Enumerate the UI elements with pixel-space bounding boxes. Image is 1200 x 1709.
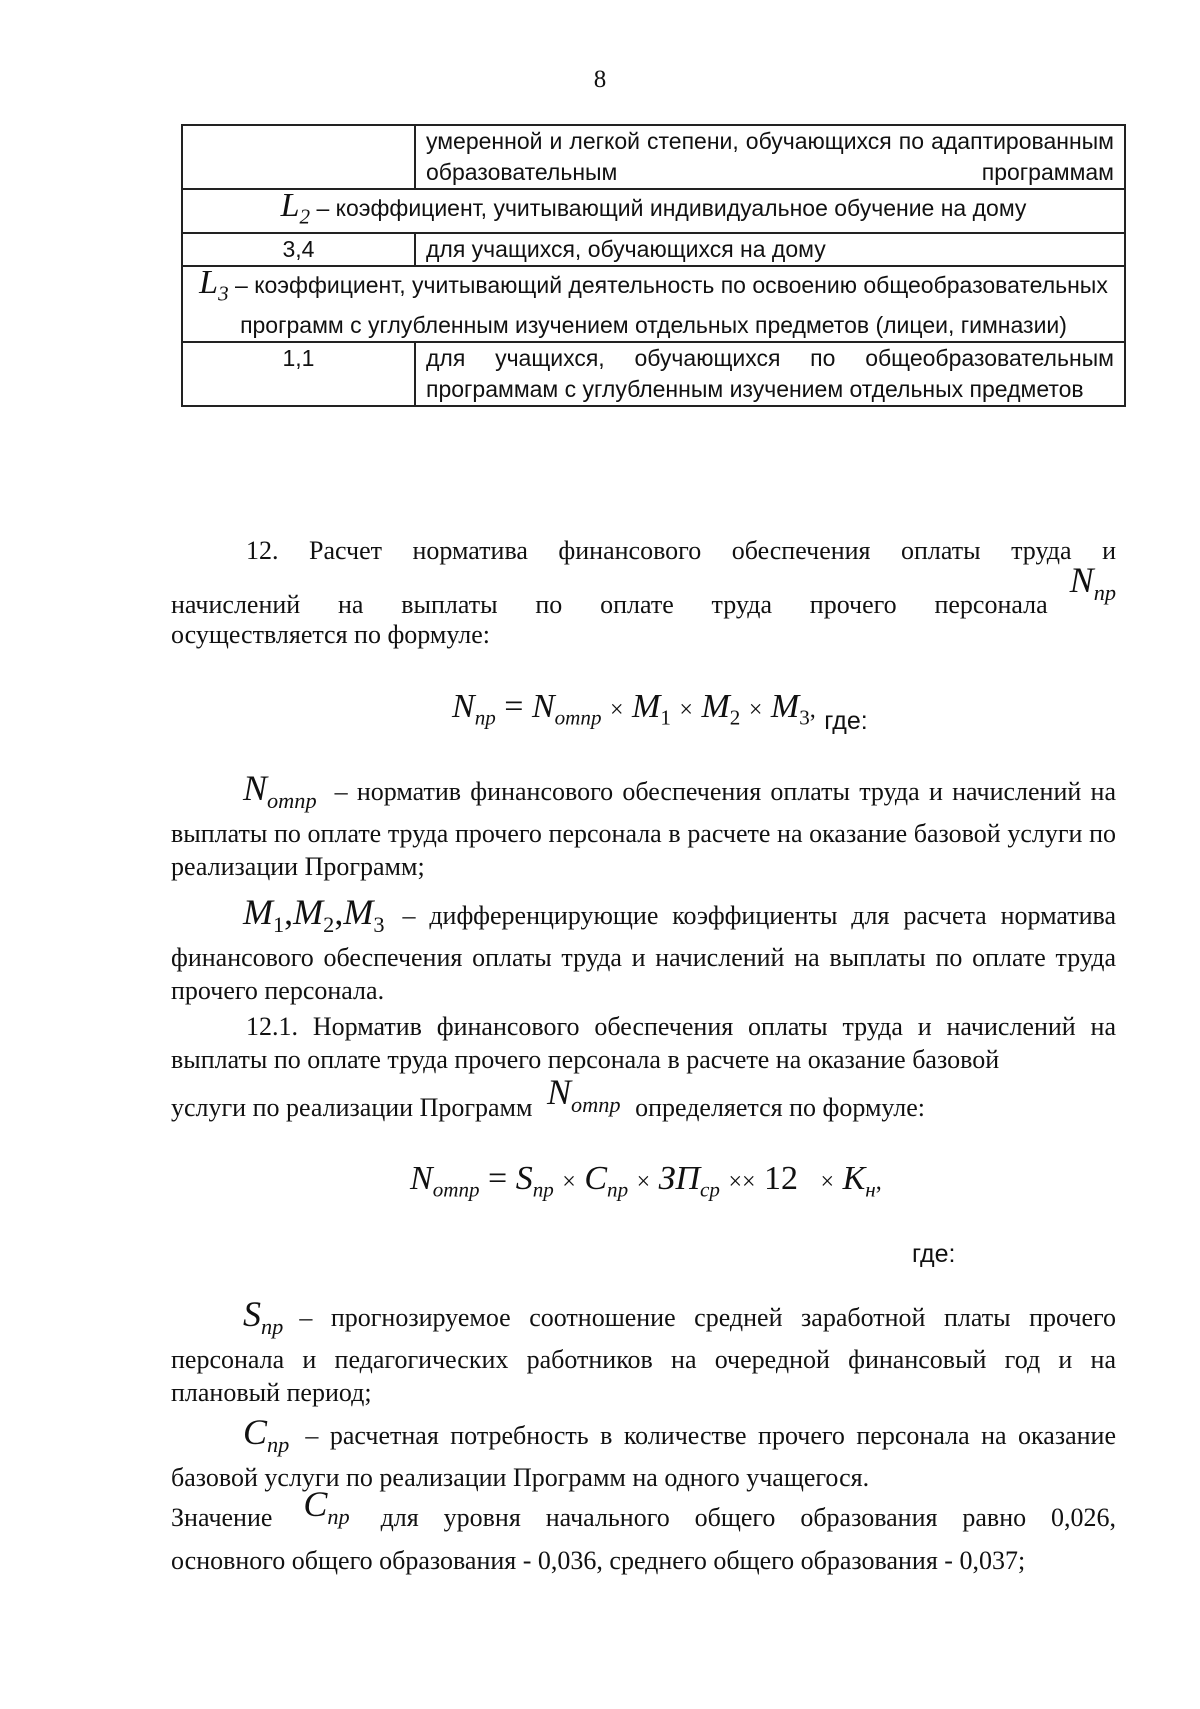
- m-def-text: – дифференцирующие коэффициенты для расчета норматива финансового обеспечения оплаты труда и начислений на выплаты по оплате труда прочего персонала.: [171, 901, 1116, 1005]
- gde-label: где:: [824, 707, 868, 735]
- section12-line3: осуществляется по формуле:: [171, 620, 490, 649]
- table-cell-desc: для учащихся, обучающихся по общеобразовательным программам с углубленным изучением отдельных предметов: [415, 342, 1125, 406]
- notmp-def-text: – норматив финансового обеспечения оплаты труда и начислений на выплаты по оплате труда прочего персонала в расчете на оказание базовой услуги по реализации Программ;: [171, 777, 1116, 881]
- l3-symbol: $L_3$: [199, 264, 229, 306]
- l3-header-cell: [182, 266, 1125, 341]
- notmp-definition: [171, 768, 1116, 883]
- l3-header-text: – коэффициент, учитывающий деятельность по освоению общеобразовательных программ с углубленным изучением отдельных предметов (лицеи, гимназии): [235, 272, 1108, 338]
- l2-symbol: $L_2$: [280, 187, 311, 229]
- table-cell-desc: для учащихся, обучающихся на дому: [415, 233, 1125, 266]
- table-row: [182, 125, 1125, 189]
- formula-n-np: $N_{пр} = N_{отпр} \times M_1 \times M_2 \times M_3$, $_{где:}$: [452, 688, 868, 735]
- section121-line2: услуги по реализации Программ $N_{отпр}$ определяется по формуле:: [171, 1072, 926, 1122]
- s-np-symbol: $S_{пр}$: [243, 1294, 284, 1339]
- table-row: [182, 342, 1125, 406]
- cnp-def-text: – расчетная потребность в количестве прочего персонала на оказание базовой услуги по реализации Программ на одного учащегося.: [171, 1421, 1116, 1492]
- table-cell-value: 3,4: [182, 233, 415, 266]
- snp-def-text: – прогнозируемое соотношение средней заработной платы прочего персонала и педагогических работников на очередной финансовый год и на плановый период;: [171, 1303, 1116, 1407]
- m-definition: [171, 892, 1116, 1007]
- value-line: Значение $C_{пр}$ для уровня начального общего образования равно 0,026,: [171, 1484, 1117, 1532]
- n-otmp-inline: $N_{отпр}$: [546, 1072, 621, 1117]
- section121-text: 12.1. Норматив финансового обеспечения оплаты труда и начислений на выплаты по оплате труда прочего персонала в расчете на оказание базовой: [171, 1012, 1116, 1074]
- n-otmp-symbol: $N_{отпр}$: [243, 768, 317, 813]
- m-symbols: $M_1,M_2,M_3$: [243, 892, 385, 937]
- coefficient-table: [181, 124, 1126, 407]
- page-number: 8: [593, 66, 607, 93]
- table-cell-empty: [182, 125, 415, 189]
- table-row-header-l3: [182, 266, 1125, 341]
- formula-n-otmp: $N_{отпр} = S_{пр} \times C_{пр} \times ЗП_{ср} \times\times 12 \times K_н$,: [410, 1160, 882, 1202]
- section12-line2: [171, 560, 1116, 621]
- table-row-header-l2: [182, 189, 1125, 233]
- cnp-definition: [171, 1412, 1116, 1494]
- snp-definition: [171, 1294, 1116, 1409]
- gde-label-2: где:: [912, 1240, 956, 1268]
- c-np-symbol: $C_{пр}$: [243, 1412, 290, 1457]
- l2-header-cell: [182, 189, 1125, 233]
- section12-line2-text: начислений на выплаты по оплате труда прочего персонала: [171, 589, 1048, 619]
- last-line: основного общего образования - 0,036, среднего общего образования - 0,037;: [171, 1546, 1026, 1575]
- l2-header-text: – коэффициент, учитывающий индивидуальное обучение на дому: [316, 195, 1027, 221]
- table-cell-value: 1,1: [182, 342, 415, 406]
- n-np-symbol: $N_{пр}$: [1069, 560, 1116, 605]
- c-np-inline: $C_{пр}$: [303, 1484, 350, 1529]
- section12-line1: 12. Расчет норматива финансового обеспечения оплаты труда и: [246, 536, 1116, 565]
- table-cell-desc: умеренной и легкой степени, обучающихся по адаптированным образовательным программам: [415, 125, 1125, 189]
- table-row: [182, 233, 1125, 266]
